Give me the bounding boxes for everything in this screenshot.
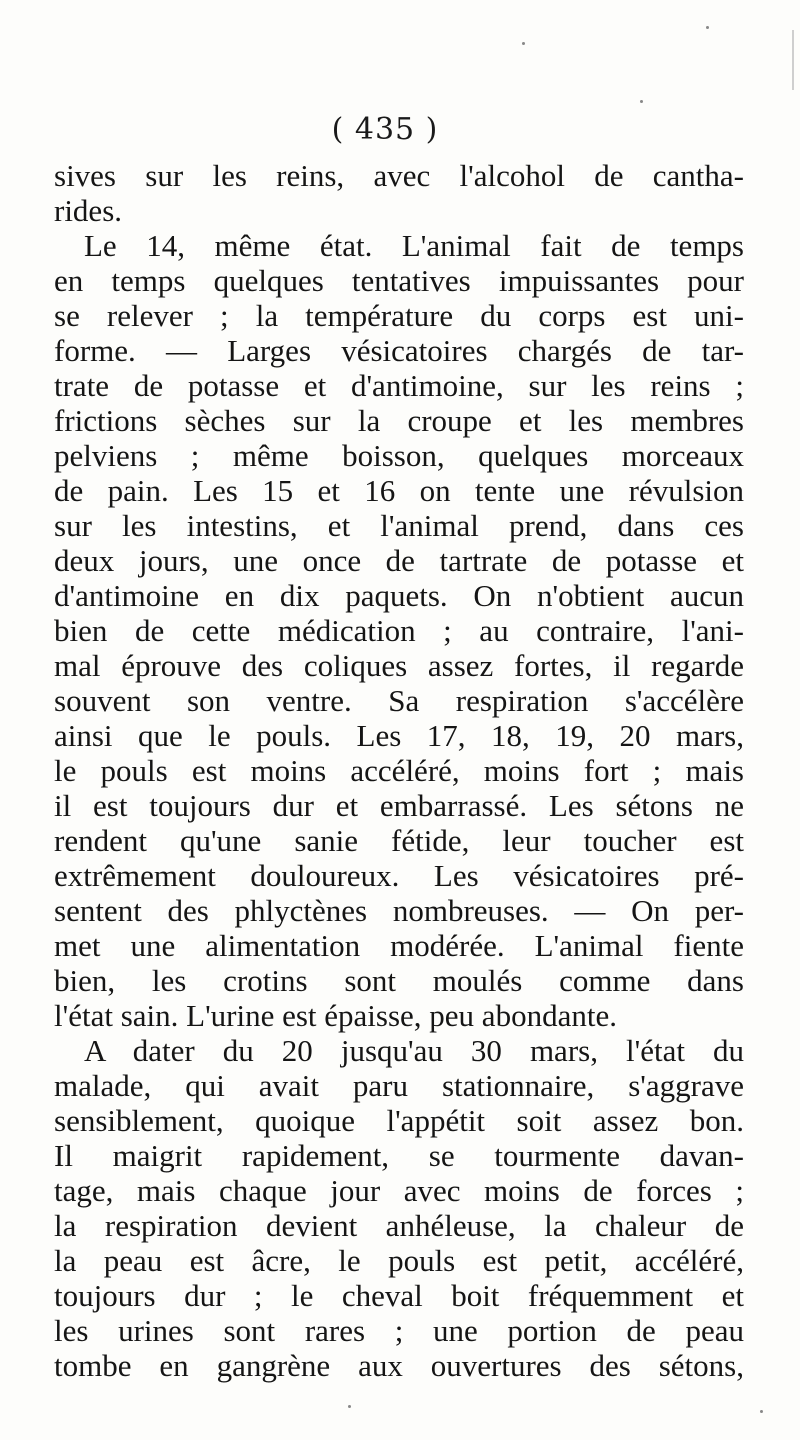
text-line: tombe en gangrène aux ouvertures des sétons,	[54, 1348, 744, 1383]
text-line: souvent son ventre. Sa respiration s'accélère	[54, 683, 744, 718]
text-line: de pain. Les 15 et 16 on tente une révulsion	[54, 473, 744, 508]
text-line: il est toujours dur et embarrassé. Les sétons ne	[54, 788, 744, 823]
text-line: mal éprouve des coliques assez fortes, il regarde	[54, 648, 744, 683]
text-line: tage, mais chaque jour avec moins de forces ;	[54, 1173, 744, 1208]
text-line: trate de potasse et d'antimoine, sur les reins ;	[54, 368, 744, 403]
text-line: sentent des phlyctènes nombreuses. — On per-	[54, 893, 744, 928]
text-line: forme. — Larges vésicatoires chargés de tar-	[54, 333, 744, 368]
text-line: ainsi que le pouls. Les 17, 18, 19, 20 mars,	[54, 718, 744, 753]
text-line: extrêmement douloureux. Les vésicatoires pré-	[54, 858, 744, 893]
text-line: A dater du 20 jusqu'au 30 mars, l'état du	[84, 1033, 744, 1068]
text-line: rides.	[54, 193, 123, 228]
page-number: ( 435 )	[331, 112, 439, 147]
text-line: la respiration devient anhéleuse, la chaleur de	[54, 1208, 744, 1243]
text-line: sives sur les reins, avec l'alcohol de cantha-	[54, 158, 744, 193]
text-line: d'antimoine en dix paquets. On n'obtient aucun	[54, 578, 744, 613]
text-line: rendent qu'une sanie fétide, leur toucher est	[54, 823, 744, 858]
text-line: deux jours, une once de tartrate de potasse et	[54, 543, 744, 578]
text-line: les urines sont rares ; une portion de peau	[54, 1313, 744, 1348]
text-line: bien de cette médication ; au contraire, l'ani-	[54, 613, 744, 648]
text-line: le pouls est moins accéléré, moins fort ; mais	[54, 753, 744, 788]
text-line: bien, les crotins sont moulés comme dans	[54, 963, 744, 998]
text-line: sensiblement, quoique l'appétit soit assez bon.	[54, 1103, 744, 1138]
text-line: en temps quelques tentatives impuissantes pour	[54, 263, 744, 298]
text-line: frictions sèches sur la croupe et les membres	[54, 403, 744, 438]
text-line: pelviens ; même boisson, quelques morceaux	[54, 438, 744, 473]
text-line: toujours dur ; le cheval boit fréquemment et	[54, 1278, 744, 1313]
text-line: la peau est âcre, le pouls est petit, accéléré,	[54, 1243, 744, 1278]
text-line: Le 14, même état. L'animal fait de temps	[84, 228, 744, 263]
text-line: l'état sain. L'urine est épaisse, peu abondante.	[54, 998, 617, 1033]
text-line: met une alimentation modérée. L'animal fiente	[54, 928, 744, 963]
text-line: sur les intestins, et l'animal prend, dans ces	[54, 508, 744, 543]
text-line: malade, qui avait paru stationnaire, s'aggrave	[54, 1068, 744, 1103]
text-line: se relever ; la température du corps est uni-	[54, 298, 744, 333]
text-line: Il maigrit rapidement, se tourmente davan-	[54, 1138, 744, 1173]
body-text	[54, 158, 744, 1383]
